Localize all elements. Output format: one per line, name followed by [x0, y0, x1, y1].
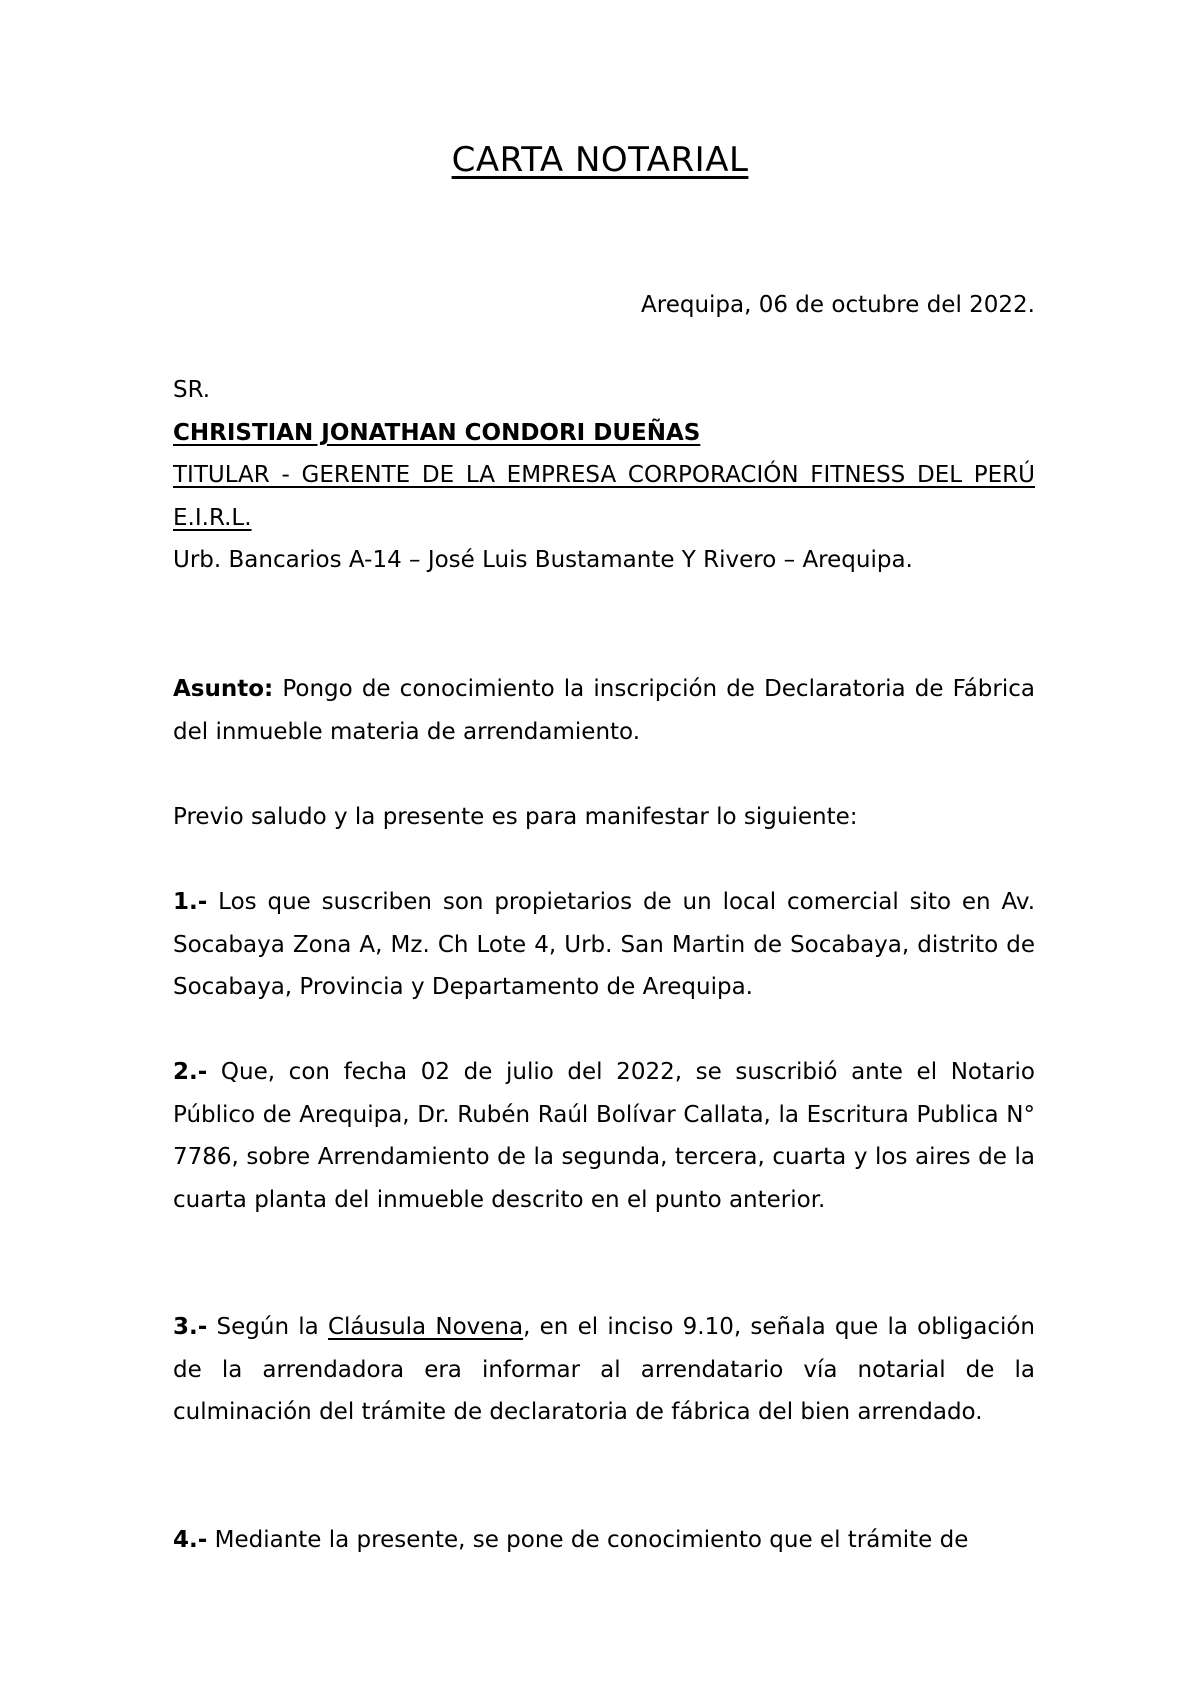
salutation: SR.: [173, 377, 211, 403]
point-number: 2.-: [173, 1059, 208, 1085]
recipient-address: Urb. Bancarios A-14 – José Luis Bustamante Y Rivero – Arequipa.: [173, 547, 913, 573]
point-2: [173, 1051, 1035, 1221]
recipient-block: [173, 369, 1035, 582]
point-3: [173, 1306, 1035, 1434]
point-text-before: Según la: [216, 1314, 319, 1340]
recipient-position: TITULAR - GERENTE DE LA EMPRESA CORPORACIÓN FITNESS DEL PERÚ E.I.R.L.: [173, 462, 1035, 531]
point-text: Que, con fecha 02 de julio del 2022, se suscribió ante el Notario Público de Arequipa, Dr. Rubén Raúl Bolívar Callata, la Escritura Publica N° 7786, sobre Arrendamiento de la segunda, tercera, cuarta y los aires de la cuarta planta del inmueble descrito en el punto anterior.: [173, 1059, 1035, 1213]
point-text: Mediante la presente, se pone de conocimiento que el trámite de: [214, 1527, 969, 1553]
point-text: Los que suscriben son propietarios de un local comercial sito en Av. Socabaya Zona A, Mz. Ch Lote 4, Urb. San Martin de Socabaya, distrito de Socabaya, Provincia y Departamento de Arequipa.: [173, 889, 1036, 1000]
date-line: Arequipa, 06 de octubre del 2022.: [641, 292, 1035, 318]
subject-paragraph: [173, 668, 1035, 753]
subject-text: Pongo de conocimiento la inscripción de Declaratoria de Fábrica del inmueble materia de arrendamiento.: [173, 676, 1035, 745]
point-text-after: , en el inciso 9.10, señala que la obligación de la arrendadora era informar al arrendatario vía notarial de la culminación del trámite de declaratoria de fábrica del bien arrendado.: [173, 1314, 1036, 1425]
document-title: CARTA NOTARIAL: [451, 140, 749, 180]
point-1: [173, 881, 1035, 1009]
point-4: [173, 1519, 1035, 1562]
clause-reference: Cláusula Novena: [327, 1314, 524, 1340]
recipient-name: CHRISTIAN JONATHAN CONDORI DUEÑAS: [173, 419, 701, 446]
subject-label: Asunto:: [173, 676, 274, 702]
point-number: 3.-: [173, 1314, 208, 1340]
point-number: 1.-: [173, 889, 208, 915]
greeting-paragraph: [173, 796, 1035, 839]
greeting-text: Previo saludo y la presente es para manifestar lo siguiente:: [173, 804, 858, 830]
point-number: 4.-: [173, 1527, 208, 1553]
